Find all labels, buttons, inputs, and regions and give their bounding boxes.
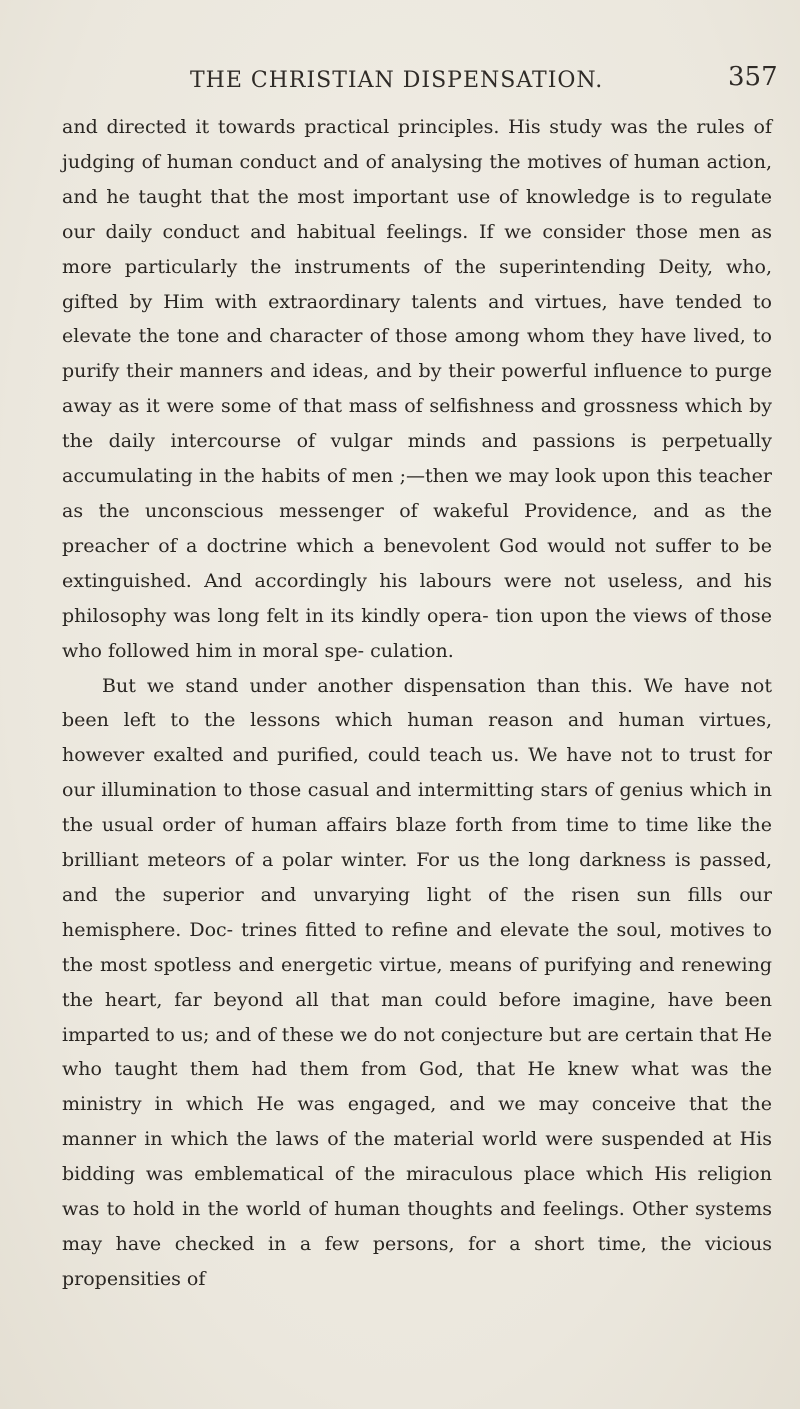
page-number: 357	[728, 62, 778, 92]
body-text	[62, 110, 772, 1297]
paragraph-1: and directed it towards practical principles. His study was the rules of judging of human conduct and of analysing the motives of human action, and he taught that the most important use of knowledge is to regulate our daily conduct and habitual feelings. If we consider those men as more particularly the instruments of the superintending Deity, who, gifted by Him with extraordinary talents and virtues, have tended to elevate the tone and character of those among whom they have lived, to purify their manners and ideas, and by their powerful influence to purge away as it were some of that mass of selfishness and grossness which by the daily intercourse of vulgar minds and passions is perpetually accumulating in the habits of men ;—then we may look upon this teacher as the unconscious messenger of wakeful Providence, and as the preacher of a doctrine which a benevolent God would not suffer to be extinguished. And accordingly his labours were not useless, and his philosophy was long felt in its kindly opera- tion upon the views of those who followed him in moral spe- culation.	[62, 116, 772, 662]
running-head: THE CHRISTIAN DISPENSATION.	[190, 68, 604, 93]
paragraph-2: But we stand under another dispensation than this. We have not been left to the lessons which human reason and human virtues, however exalted and purified, could teach us. We have not to trust for our illumination to those casual and intermitting stars of genius which in the usual order of human affairs blaze forth from time to time like the brilliant meteors of a polar winter. For us the long darkness is passed, and the superior and unvarying light of the risen sun fills our hemisphere. Doc- trines fitted to refine and elevate the soul, motives to the most spotless and energetic virtue, means of purifying and renewing the heart, far beyond all that man could before imagine, have been imparted to us; and of these we do not conjecture but are certain that He who taught them had them from God, that He knew what was the ministry in which He was engaged, and we may conceive that the manner in which the laws of the material world were suspended at His bidding was emblematical of the miraculous place which His religion was to hold in the world of human thoughts and feelings. Other systems may have checked in a few persons, for a short time, the vicious propensities of	[62, 674, 772, 1290]
